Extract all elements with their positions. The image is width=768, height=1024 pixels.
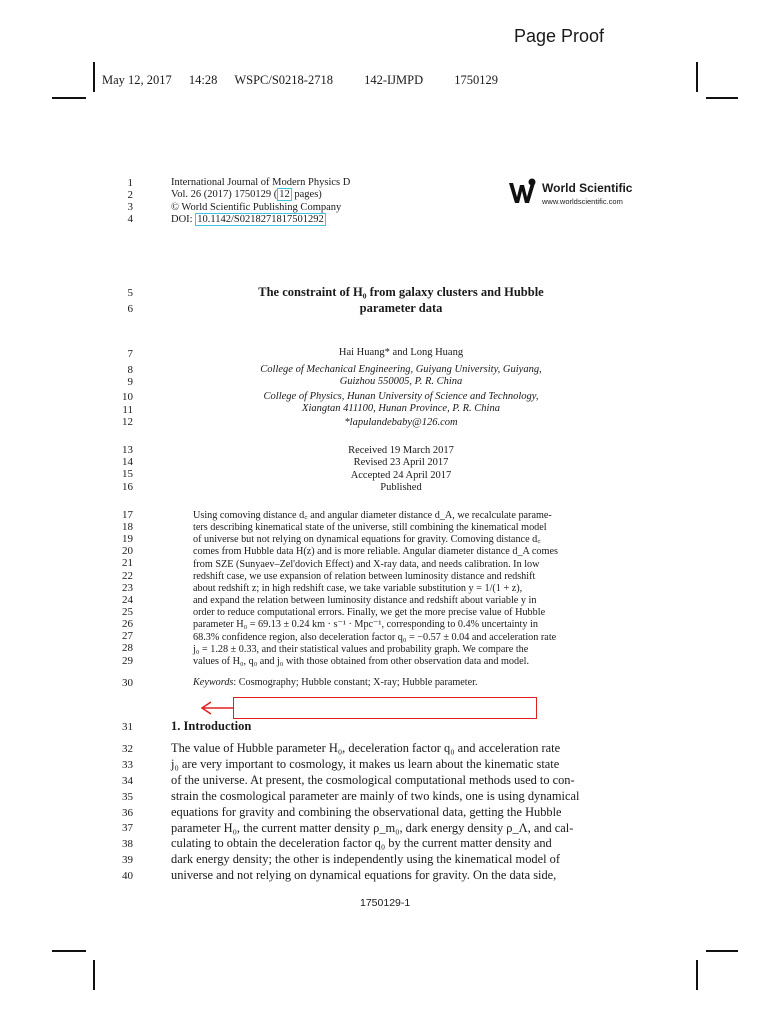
line-number: 1: [127, 177, 133, 189]
abstract-line: 68.3% confidence region, also deceleration factor q₀ = −0.57 ± 0.04 and acceleration rate: [193, 631, 557, 643]
date-received: Received 19 March 2017: [348, 445, 454, 456]
abstract-line: Using comoving distance d꜀ and angular diameter distance d_A, we recalculate parame-: [193, 510, 552, 521]
crop-mark-top-right-h: [706, 97, 738, 99]
abstract: [193, 510, 611, 668]
body-line: The value of Hubble parameter H₀, deceleration factor q₀ and acceleration rate: [171, 741, 561, 755]
title-line-2: parameter data: [359, 301, 443, 315]
line-number: 9: [127, 376, 133, 388]
abstract-line: about redshift z; in high redshift case, we take variable substitution y = 1/(1 + z),: [193, 582, 523, 594]
body-line: culating to obtain the deceleration factor q₀ by the current matter density and: [171, 836, 552, 851]
header-code: WSPC/S0218-2718: [234, 73, 333, 87]
line-number: 29: [122, 655, 133, 667]
line-number: 6: [127, 303, 133, 315]
crop-mark-bottom-right-h: [706, 950, 738, 952]
doi-link[interactable]: 10.1142/S0218271817501292: [197, 214, 324, 226]
running-header: [102, 73, 512, 88]
keywords-list: : Cosmography; Hubble constant; X-ray; Hubble parameter.: [233, 677, 478, 688]
body-text: [171, 741, 633, 884]
line-number: 37: [122, 822, 133, 834]
publisher-name: World Scientific: [542, 181, 633, 195]
line-number: 30: [122, 677, 133, 689]
abstract-line: order to reduce computational errors. Finally, we get the more precise value of Hubble: [193, 607, 546, 619]
line-number: 12: [122, 416, 133, 428]
line-number: 5: [127, 287, 133, 299]
annotation-arrow-icon[interactable]: [200, 699, 234, 717]
abstract-line: parameter H₀ = 69.13 ± 0.24 km · s⁻¹ · Mpc⁻¹, corresponding to 0.4% uncertainty in: [193, 619, 538, 631]
line-number: 21: [122, 557, 133, 569]
line-number: 35: [122, 791, 133, 803]
line-number: 20: [122, 545, 133, 557]
abstract-line: of universe but not relying on dynamical equations for gravity. Comoving distance d꜀: [193, 534, 541, 546]
line-number: 32: [122, 743, 133, 755]
line-number: 33: [122, 759, 133, 771]
header-article-number: 1750129: [454, 73, 498, 87]
paper-title: [170, 284, 632, 316]
header-date: May 12, 2017: [102, 73, 172, 87]
line-number: 22: [122, 570, 133, 582]
body-line: equations for gravity and combining the observational data, getting the Hubble: [171, 804, 562, 819]
line-number: 38: [122, 838, 133, 850]
article-dates: [170, 445, 632, 495]
line-number: 14: [122, 456, 133, 468]
line-number: 13: [122, 444, 133, 456]
abstract-line: comes from Hubble data H(z) and is more reliable. Angular diameter distance d_A comes: [193, 546, 558, 558]
title-line-1: The constraint of H₀ from galaxy clusters and Hubble: [258, 285, 544, 299]
body-line: of the universe. At present, the cosmological computational methods used to con-: [171, 772, 575, 787]
affiliation-2: College of Physics, Hunan University of Science and Technology, Xiangtan 411100, Hunan Province, P. R. China: [263, 391, 539, 415]
date-revised: Revised 23 April 2017: [353, 457, 449, 469]
line-number: 25: [122, 606, 133, 618]
world-scientific-emblem-icon: [508, 177, 538, 207]
line-number: 19: [122, 533, 133, 545]
keywords: [193, 677, 478, 688]
abstract-line: and expand the relation between luminosity distance and redshift about variable y in: [193, 595, 537, 607]
line-number: 34: [122, 775, 133, 787]
publisher-url: www.worldscientific.com: [542, 197, 623, 206]
line-number: 40: [122, 870, 133, 882]
header-time: 14:28: [188, 73, 218, 87]
line-number: 23: [122, 582, 133, 594]
line-number: 15: [122, 468, 133, 480]
keywords-label: Keywords: [193, 677, 234, 688]
line-number: 8: [127, 364, 133, 376]
line-number: 24: [122, 594, 133, 606]
body-line: universe and not relying on dynamical equations for gravity. On the data side,: [171, 868, 557, 883]
line-number: 11: [122, 404, 133, 416]
crop-mark-top-left-h: [52, 97, 86, 99]
line-number: 31: [122, 721, 133, 733]
pages-link[interactable]: 12: [279, 189, 290, 201]
line-number: 3: [127, 201, 133, 213]
crop-mark-bottom-right-v: [696, 960, 698, 990]
line-number: 39: [122, 854, 133, 866]
header-journal-code: 142-IJMPD: [364, 73, 424, 87]
line-number: 7: [127, 348, 133, 360]
body-line: strain the cosmological parameter are mainly of two kinds, one is using dynamical: [171, 788, 580, 803]
copyright: © World Scientific Publishing Company: [171, 201, 342, 213]
crop-mark-top-right-v: [696, 62, 698, 92]
date-published: Published: [380, 482, 422, 494]
line-number: 28: [122, 642, 133, 654]
author-email: *lapulandebaby@126.com: [344, 417, 458, 428]
abstract-line: redshift case, we use expansion of relation between luminosity distance and redshift: [193, 570, 536, 582]
date-accepted: Accepted 24 April 2017: [350, 469, 452, 481]
page-footer: 1750129-1: [360, 897, 411, 909]
body-line: dark energy density; the other is independently using the kinematical model of: [171, 852, 560, 867]
line-number: 2: [127, 189, 133, 201]
publisher-logo: [508, 175, 636, 211]
crop-mark-top-left-v: [93, 62, 95, 92]
page-proof-label: Page Proof: [514, 26, 605, 46]
body-line: parameter H₀, the current matter density ρ_m₀, dark energy density ρ_Λ, and cal-: [171, 820, 574, 835]
abstract-line: from SZE (Sunyaev–Zel'dovich Effect) and X-ray data, and needs calibration. In low: [193, 558, 540, 570]
affiliation-1: College of Mechanical Engineering, Guiyang University, Guiyang, Guizhou 550005, P. R. China: [260, 364, 542, 388]
journal-info: [171, 177, 350, 227]
line-number: 10: [122, 391, 133, 403]
line-number: 36: [122, 807, 133, 819]
abstract-line: values of H₀, q₀ and j₀ with those obtained from other observation data and model.: [193, 655, 530, 667]
line-number: 18: [122, 521, 133, 533]
crop-mark-bottom-left-v: [93, 960, 95, 990]
crop-mark-bottom-left-h: [52, 950, 86, 952]
body-line: j₀ are very important to cosmology, it makes us learn about the kinematic state: [171, 756, 560, 771]
line-number: 17: [122, 509, 133, 521]
section-heading: 1. Introduction: [171, 719, 252, 733]
journal-volume: Vol. 26 (2017) 1750129 ( 12 pages): [171, 189, 322, 201]
line-number: 27: [122, 630, 133, 642]
line-number: 16: [122, 481, 133, 493]
journal-name: International Journal of Modern Physics D: [171, 177, 351, 188]
line-number: 4: [127, 213, 133, 225]
abstract-line: ters describing kinematical state of the universe, still combining the kinematical model: [193, 522, 547, 534]
authors: Hai Huang* and Long Huang: [338, 347, 464, 358]
annotation-box[interactable]: [233, 697, 537, 719]
line-number: 26: [122, 618, 133, 630]
abstract-line: j₀ = 1.28 ± 0.33, and their statistical values and probability graph. We compare the: [193, 643, 529, 655]
doi-line: DOI: 10.1142/S0218271817501292: [171, 214, 324, 226]
